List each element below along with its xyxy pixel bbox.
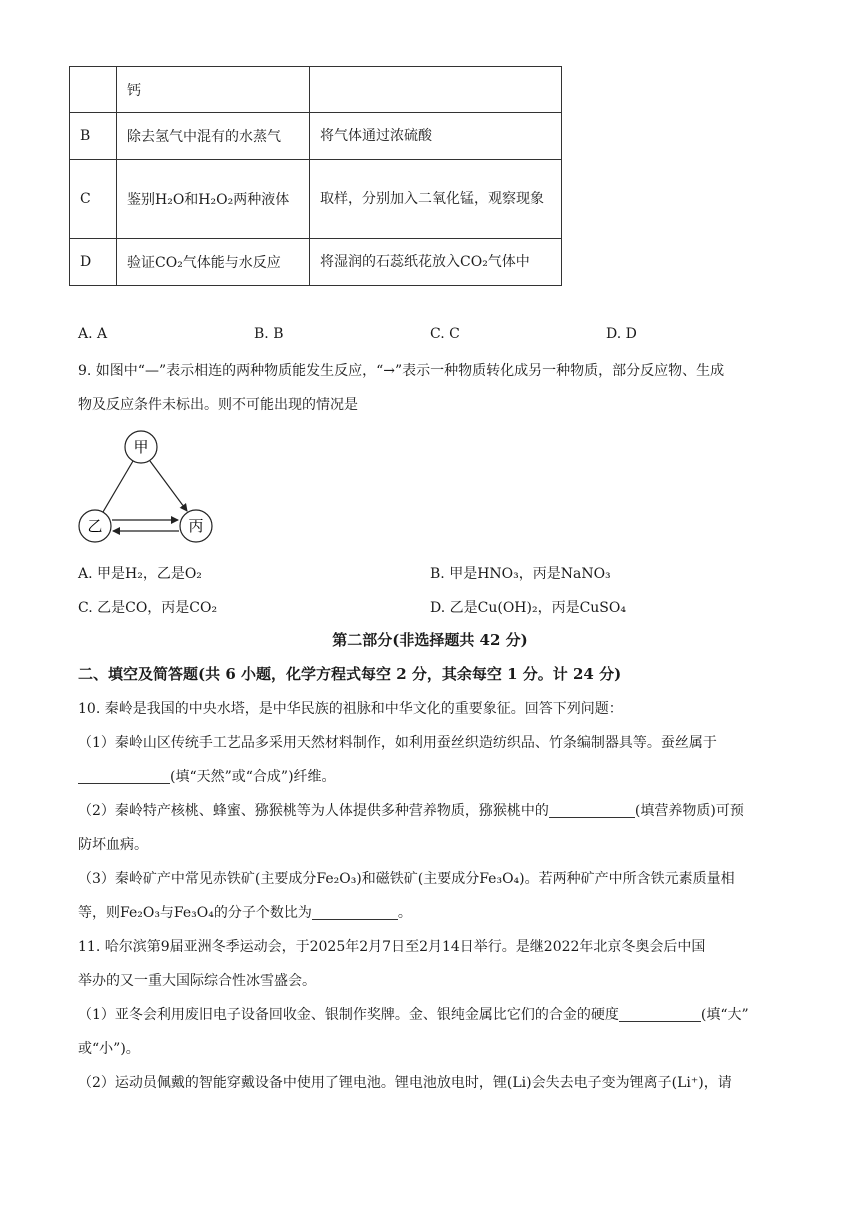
arrow-jia-to-bing — [150, 461, 187, 511]
q10-part1-line2 — [78, 766, 336, 786]
section-heading: 二、填空及简答题(共 6 小题，化学方程式每空 2 分，其余每空 1 分。计 24 分) — [78, 665, 622, 683]
q9-stem-line2: 物及反应条件未标出。则不可能出现的情况是 — [78, 397, 358, 413]
q9-stem-line1: 9. 如图中“—”表示相连的两种物质能发生反应，“→”表示一种物质转化成另一种物质，部分反应物、生成 — [78, 363, 725, 379]
options-table — [69, 66, 562, 286]
q9-option-d: D. 乙是Cu(OH)₂，丙是CuSO₄ — [430, 600, 626, 616]
node-yi-label: 乙 — [87, 517, 103, 535]
reaction-diagram — [70, 422, 230, 552]
answer-blank[interactable] — [619, 1007, 701, 1022]
table-row-content: 除去氢气中混有的水蒸气 — [117, 113, 310, 160]
q9-option-a: A. 甲是H₂，乙是O₂ — [78, 566, 202, 582]
table-row-method: 将湿润的石蕊纸花放入CO₂气体中 — [310, 239, 562, 286]
table-row-method: 取样，分别加入二氧化锰，观察现象 — [310, 160, 562, 239]
table-row-method — [310, 67, 562, 113]
q10-part3-line2 — [78, 902, 412, 922]
q9-option-b: B. 甲是HNO₃，丙是NaNO₃ — [430, 566, 611, 582]
q8-option-b: B. B — [254, 326, 284, 342]
q9-option-c: C. 乙是CO，丙是CO₂ — [78, 600, 218, 616]
table-row-content: 钙 — [117, 67, 310, 113]
q10-part3-end: 。 — [397, 905, 412, 921]
q11-stem-line1: 11. 哈尔滨第9届亚洲冬季运动会，于2025年2月7日至2月14日举行。是继2022年北京冬奥会后中国 — [78, 939, 706, 955]
q10-part2-line1 — [78, 800, 744, 820]
answer-blank[interactable] — [312, 905, 398, 920]
table-row-method: 将气体通过浓硫酸 — [310, 113, 562, 160]
q10-part3-text: 等，则Fe₂O₃与Fe₃O₄的分子个数比为 — [78, 905, 312, 921]
q11-part1-line2: 或“小”)。 — [78, 1041, 140, 1057]
link-jia-yi — [103, 461, 133, 512]
table-row-label — [70, 67, 117, 113]
q8-option-a: A. A — [78, 326, 108, 342]
table-row-content: 验证CO₂气体能与水反应 — [117, 239, 310, 286]
q10-part1-hint: (填“天然”或“合成”)纤维。 — [170, 769, 336, 785]
table-row-label: B — [70, 113, 117, 160]
node-jia-label: 甲 — [133, 438, 149, 456]
q11-part2-line1: （2）运动员佩戴的智能穿戴设备中使用了锂电池。锂电池放电时，锂(Li)会失去电子变为锂离子(Li⁺)，请 — [78, 1075, 732, 1091]
table-row-content: 鉴别H₂O和H₂O₂两种液体 — [117, 160, 310, 239]
node-bing-label: 丙 — [188, 517, 204, 535]
q11-part1-text: （1）亚冬会利用废旧电子设备回收金、银制作奖牌。金、银纯金属比它们的合金的硬度 — [78, 1007, 619, 1023]
q10-stem: 10. 秦岭是我国的中央水塔，是中华民族的祖脉和中华文化的重要象征。回答下列问题： — [78, 701, 623, 717]
q11-part1-hint: (填“大” — [700, 1007, 749, 1023]
answer-blank[interactable] — [549, 803, 635, 818]
q11-stem-line2: 举办的又一重大国际综合性冰雪盛会。 — [78, 973, 316, 989]
q8-option-c: C. C — [430, 326, 460, 342]
table-row-label: D — [70, 239, 117, 286]
table-row-label: C — [70, 160, 117, 239]
q10-part2-line2: 防坏血病。 — [78, 837, 148, 853]
q8-option-d: D. D — [606, 326, 637, 342]
q11-part1-line1 — [78, 1004, 749, 1024]
part-title: 第二部分(非选择题共 42 分) — [332, 631, 528, 649]
q10-part2-hint: (填营养物质)可预 — [634, 803, 744, 819]
answer-blank[interactable] — [78, 769, 170, 784]
q10-part1-line1: （1）秦岭山区传统手工艺品多采用天然材料制作，如利用蚕丝织造纺织品、竹条编制器具等。蚕丝属于 — [78, 735, 717, 751]
q10-part3-line1: （3）秦岭矿产中常见赤铁矿(主要成分Fe₂O₃)和磁铁矿(主要成分Fe₃O₄)。若两种矿产中所含铁元素质量相 — [78, 871, 735, 887]
q10-part2-text: （2）秦岭特产核桃、蜂蜜、猕猴桃等为人体提供多种营养物质，猕猴桃中的 — [78, 803, 549, 819]
